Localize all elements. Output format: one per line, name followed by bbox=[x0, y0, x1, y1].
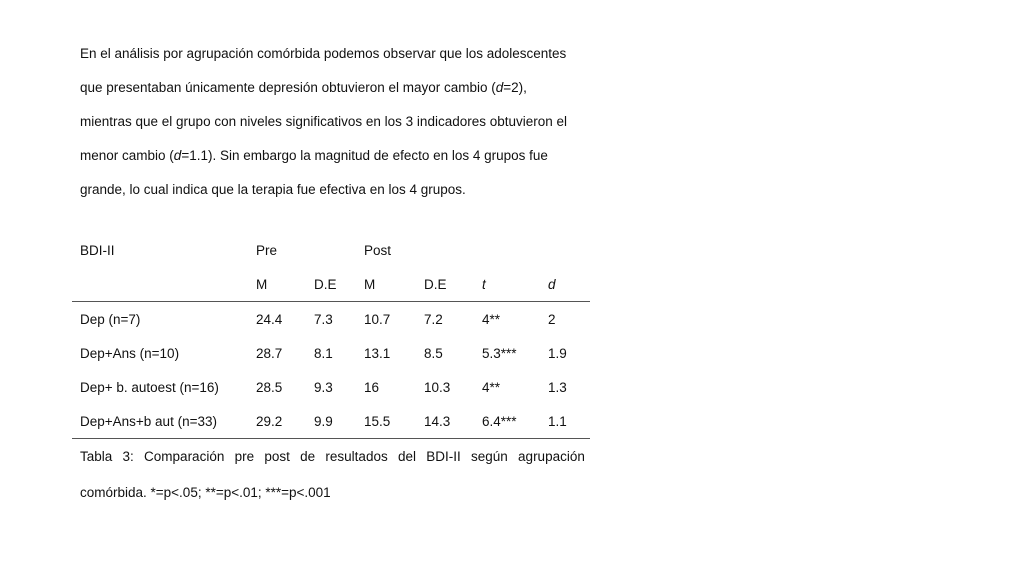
cell-group: Dep+Ans (n=10) bbox=[80, 345, 180, 361]
cell-post-de: 7.2 bbox=[424, 311, 443, 327]
subheader-d: d bbox=[540, 267, 590, 302]
cell-pre-de: 7.3 bbox=[314, 311, 333, 327]
cell-d: 1.9 bbox=[548, 345, 567, 361]
body-paragraph bbox=[80, 37, 620, 207]
cell-t: 6.4*** bbox=[474, 404, 540, 439]
subheader-t: t bbox=[474, 267, 540, 302]
paragraph-line: grande, lo cual indica que la terapia fue efectiva en los 4 grupos. bbox=[80, 182, 466, 197]
cell-group: Dep (n=7) bbox=[80, 311, 141, 327]
paragraph-line bbox=[80, 139, 620, 173]
d-symbol: d bbox=[173, 148, 182, 163]
caption-word: pre bbox=[234, 449, 255, 464]
cell-post-de: 8.5 bbox=[424, 345, 443, 361]
cell-post-m: 13.1 bbox=[364, 345, 391, 361]
cell-post-de: 14.3 bbox=[416, 404, 474, 439]
subheader-pre-m: M bbox=[248, 267, 306, 302]
subheader-empty bbox=[72, 267, 248, 302]
paragraph-text: =2), bbox=[503, 80, 527, 95]
cell-post-m: 16 bbox=[364, 379, 380, 395]
cell-pre-m: 29.2 bbox=[248, 404, 306, 439]
paragraph-line: mientras que el grupo con niveles significativos en los 3 indicadores obtuvieron el bbox=[80, 114, 568, 129]
cell-group: Dep+Ans+b aut (n=33) bbox=[72, 404, 248, 439]
cell-pre-de: 9.9 bbox=[306, 404, 356, 439]
caption-word: post bbox=[264, 449, 290, 464]
table-row bbox=[72, 370, 590, 404]
caption-line: comórbida. *=p<.05; **=p<.01; ***=p<.001 bbox=[80, 485, 331, 500]
subheader-post-m: M bbox=[356, 267, 416, 302]
header-pre: Pre bbox=[256, 242, 278, 258]
subheader-pre-de: D.E bbox=[306, 267, 356, 302]
results-table bbox=[72, 233, 590, 439]
cell-t: 4** bbox=[482, 379, 501, 395]
cell-post-m: 10.7 bbox=[364, 311, 391, 327]
cell-d: 1.1 bbox=[540, 404, 590, 439]
cell-pre-de: 9.3 bbox=[314, 379, 333, 395]
cell-pre-de: 8.1 bbox=[314, 345, 333, 361]
cell-post-de: 10.3 bbox=[424, 379, 451, 395]
d-symbol: d bbox=[495, 80, 504, 95]
cell-pre-m: 28.5 bbox=[256, 379, 283, 395]
cell-pre-m: 24.4 bbox=[256, 311, 283, 327]
cell-post-m: 15.5 bbox=[356, 404, 416, 439]
paragraph-text: que presentaban únicamente depresión obtuvieron el mayor cambio ( bbox=[80, 80, 496, 95]
caption-word: del bbox=[397, 449, 416, 464]
cell-d: 2 bbox=[548, 311, 556, 327]
table-row bbox=[72, 302, 590, 337]
paragraph-text: menor cambio ( bbox=[80, 148, 174, 163]
results-table-container bbox=[72, 233, 592, 439]
table-subheader-row bbox=[72, 267, 590, 302]
paragraph-line: En el análisis por agrupación comórbida podemos observar que los adolescentes bbox=[80, 46, 567, 61]
cell-d: 1.3 bbox=[548, 379, 567, 395]
table-row bbox=[72, 404, 590, 439]
caption-word: agrupación bbox=[518, 449, 585, 464]
caption-word: resultados bbox=[325, 449, 388, 464]
paragraph-line bbox=[80, 71, 620, 105]
caption-word: de bbox=[300, 449, 316, 464]
cell-pre-m: 28.7 bbox=[256, 345, 283, 361]
table-row bbox=[72, 336, 590, 370]
cell-t: 5.3*** bbox=[482, 345, 517, 361]
caption-word: según bbox=[471, 449, 508, 464]
table-header-row bbox=[72, 233, 590, 267]
paragraph-text: =1.1). Sin embargo la magnitud de efecto en los 4 grupos fue bbox=[181, 148, 548, 163]
header-post: Post bbox=[364, 242, 392, 258]
subheader-post-de: D.E bbox=[416, 267, 474, 302]
caption-word: Tabla bbox=[80, 449, 113, 464]
table-caption bbox=[80, 439, 585, 511]
caption-word: Comparación bbox=[144, 449, 225, 464]
header-bdi: BDI-II bbox=[80, 242, 115, 258]
caption-line bbox=[80, 439, 585, 475]
caption-word: 3: bbox=[122, 449, 134, 464]
cell-group: Dep+ b. autoest (n=16) bbox=[80, 379, 219, 395]
cell-t: 4** bbox=[482, 311, 501, 327]
caption-word: BDI-II bbox=[426, 449, 461, 464]
